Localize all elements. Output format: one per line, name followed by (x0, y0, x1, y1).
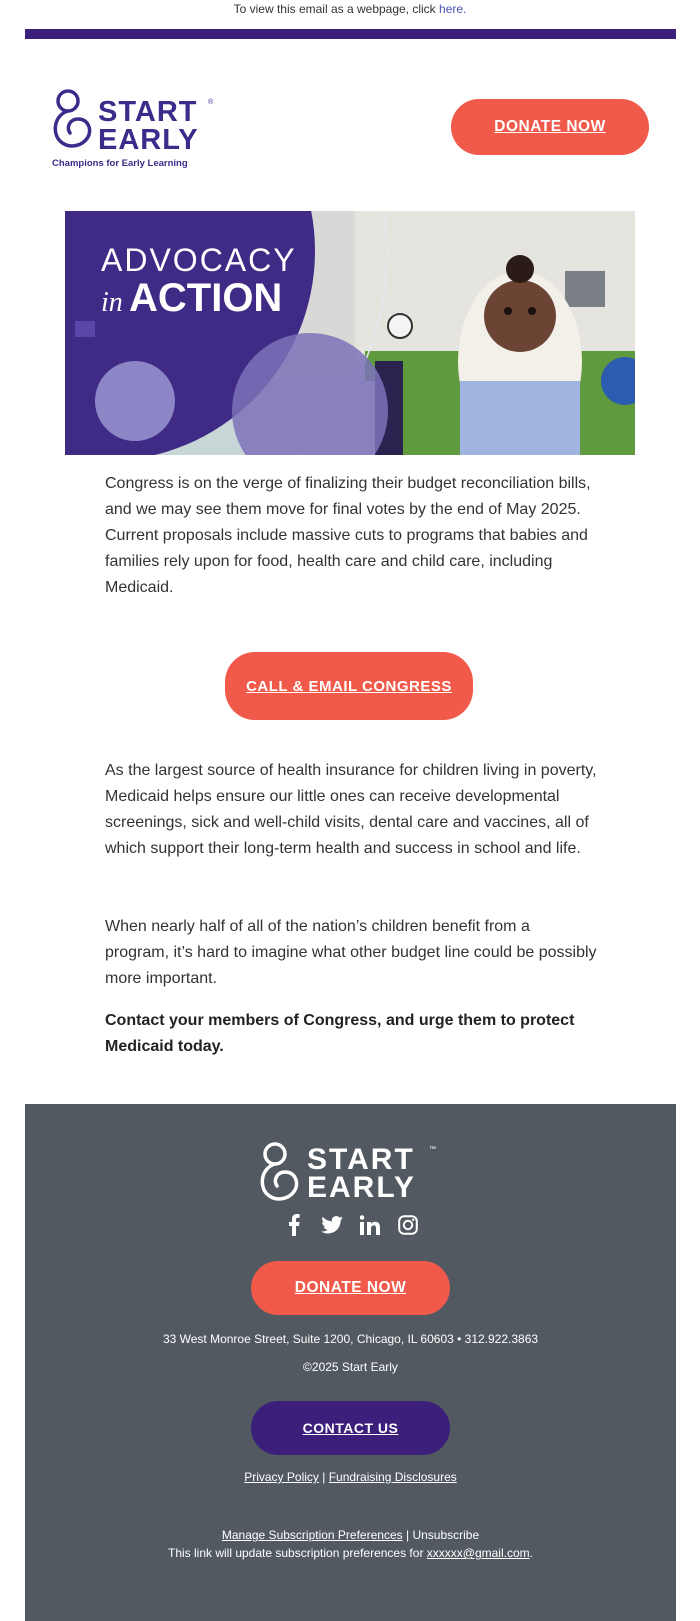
unsubscribe-link[interactable]: Unsubscribe (412, 1528, 480, 1542)
footer-logo-trademark: ™ (429, 1146, 436, 1153)
preheader (0, 0, 700, 28)
footer-logo-start-text: START (307, 1143, 415, 1176)
twitter-icon[interactable] (319, 1212, 345, 1238)
social-links (281, 1212, 421, 1238)
webpage-link[interactable]: here. (439, 2, 467, 16)
hero-illustration (65, 211, 635, 455)
subs-separator: | (402, 1528, 413, 1542)
hero-title-line2: ACTION (129, 276, 283, 320)
body-paragraph-2: As the largest source of health insurance for children living in poverty, Medicaid helps ensure our little ones can receive developmental screenings, sick and well-child visits, dental care and vaccines, all of which support their long-term health and success in school and life. (105, 762, 597, 857)
top-accent-bar (25, 29, 676, 39)
subscription-note: This link will update subscription preferences for (167, 1546, 427, 1560)
subscription-info (25, 1526, 676, 1562)
footer-donate-now-button[interactable]: DONATE NOW (251, 1261, 450, 1315)
call-email-congress-button[interactable]: CALL & EMAIL CONGRESS (225, 652, 473, 720)
body-paragraph-3: When nearly half of all of the nation’s children benefit from a program, it’s hard to imagine what other budget line could be possibly more important. (105, 918, 597, 987)
footer-logo-early-text: EARLY (307, 1171, 416, 1204)
link-separator: | (318, 1470, 329, 1484)
instagram-icon[interactable] (395, 1212, 421, 1238)
start-early-logo[interactable] (52, 89, 217, 169)
email-body (25, 455, 676, 1104)
manage-subscription-link[interactable]: Manage Subscription Preferences (221, 1528, 403, 1542)
footer-legal-links (25, 1470, 676, 1484)
facebook-icon[interactable] (281, 1212, 307, 1238)
logo-early-text: EARLY (98, 124, 199, 156)
donate-now-button[interactable]: DONATE NOW (451, 99, 649, 155)
privacy-policy-link[interactable]: Privacy Policy (244, 1470, 319, 1484)
preheader-text: To view this email as a webpage, click (233, 2, 440, 16)
contact-us-button[interactable]: CONTACT US (251, 1401, 450, 1455)
hero-banner-image (65, 211, 635, 455)
logo-start-text: START (98, 96, 198, 128)
footer-copyright: ©2025 Start Early (303, 1360, 398, 1374)
logo-registered-mark: ® (208, 99, 214, 106)
fundraising-disclosures-link[interactable]: Fundraising Disclosures (328, 1470, 457, 1484)
email-header (25, 39, 676, 211)
footer-address: 33 West Monroe Street, Suite 1200, Chicago, IL 60603 • 312.922.3863 (162, 1332, 539, 1346)
footer-logo[interactable] (259, 1142, 439, 1206)
logo-mark-icon (52, 89, 100, 153)
footer-logo-mark-icon (259, 1142, 307, 1206)
email-container (25, 29, 676, 1560)
logo-tagline: Champions for Early Learning (52, 158, 188, 169)
body-call-to-action-text: Contact your members of Congress, and urge them to protect Medicaid today. (105, 1012, 575, 1055)
subscriber-email-link[interactable]: xxxxxx@gmail.com (426, 1546, 530, 1560)
linkedin-icon[interactable] (357, 1212, 383, 1238)
email-footer (25, 1104, 676, 1621)
note-period: . (529, 1546, 533, 1560)
hero-title-in: in (101, 287, 123, 318)
hero-title-line1: ADVOCACY (101, 242, 297, 278)
body-paragraph-1: Congress is on the verge of finalizing their budget reconciliation bills, and we may see them move for final votes by the end of May 2025. Current proposals include massive cuts to programs that babies and families rely upon for food, health care and child care, including Medicaid. (105, 475, 591, 596)
